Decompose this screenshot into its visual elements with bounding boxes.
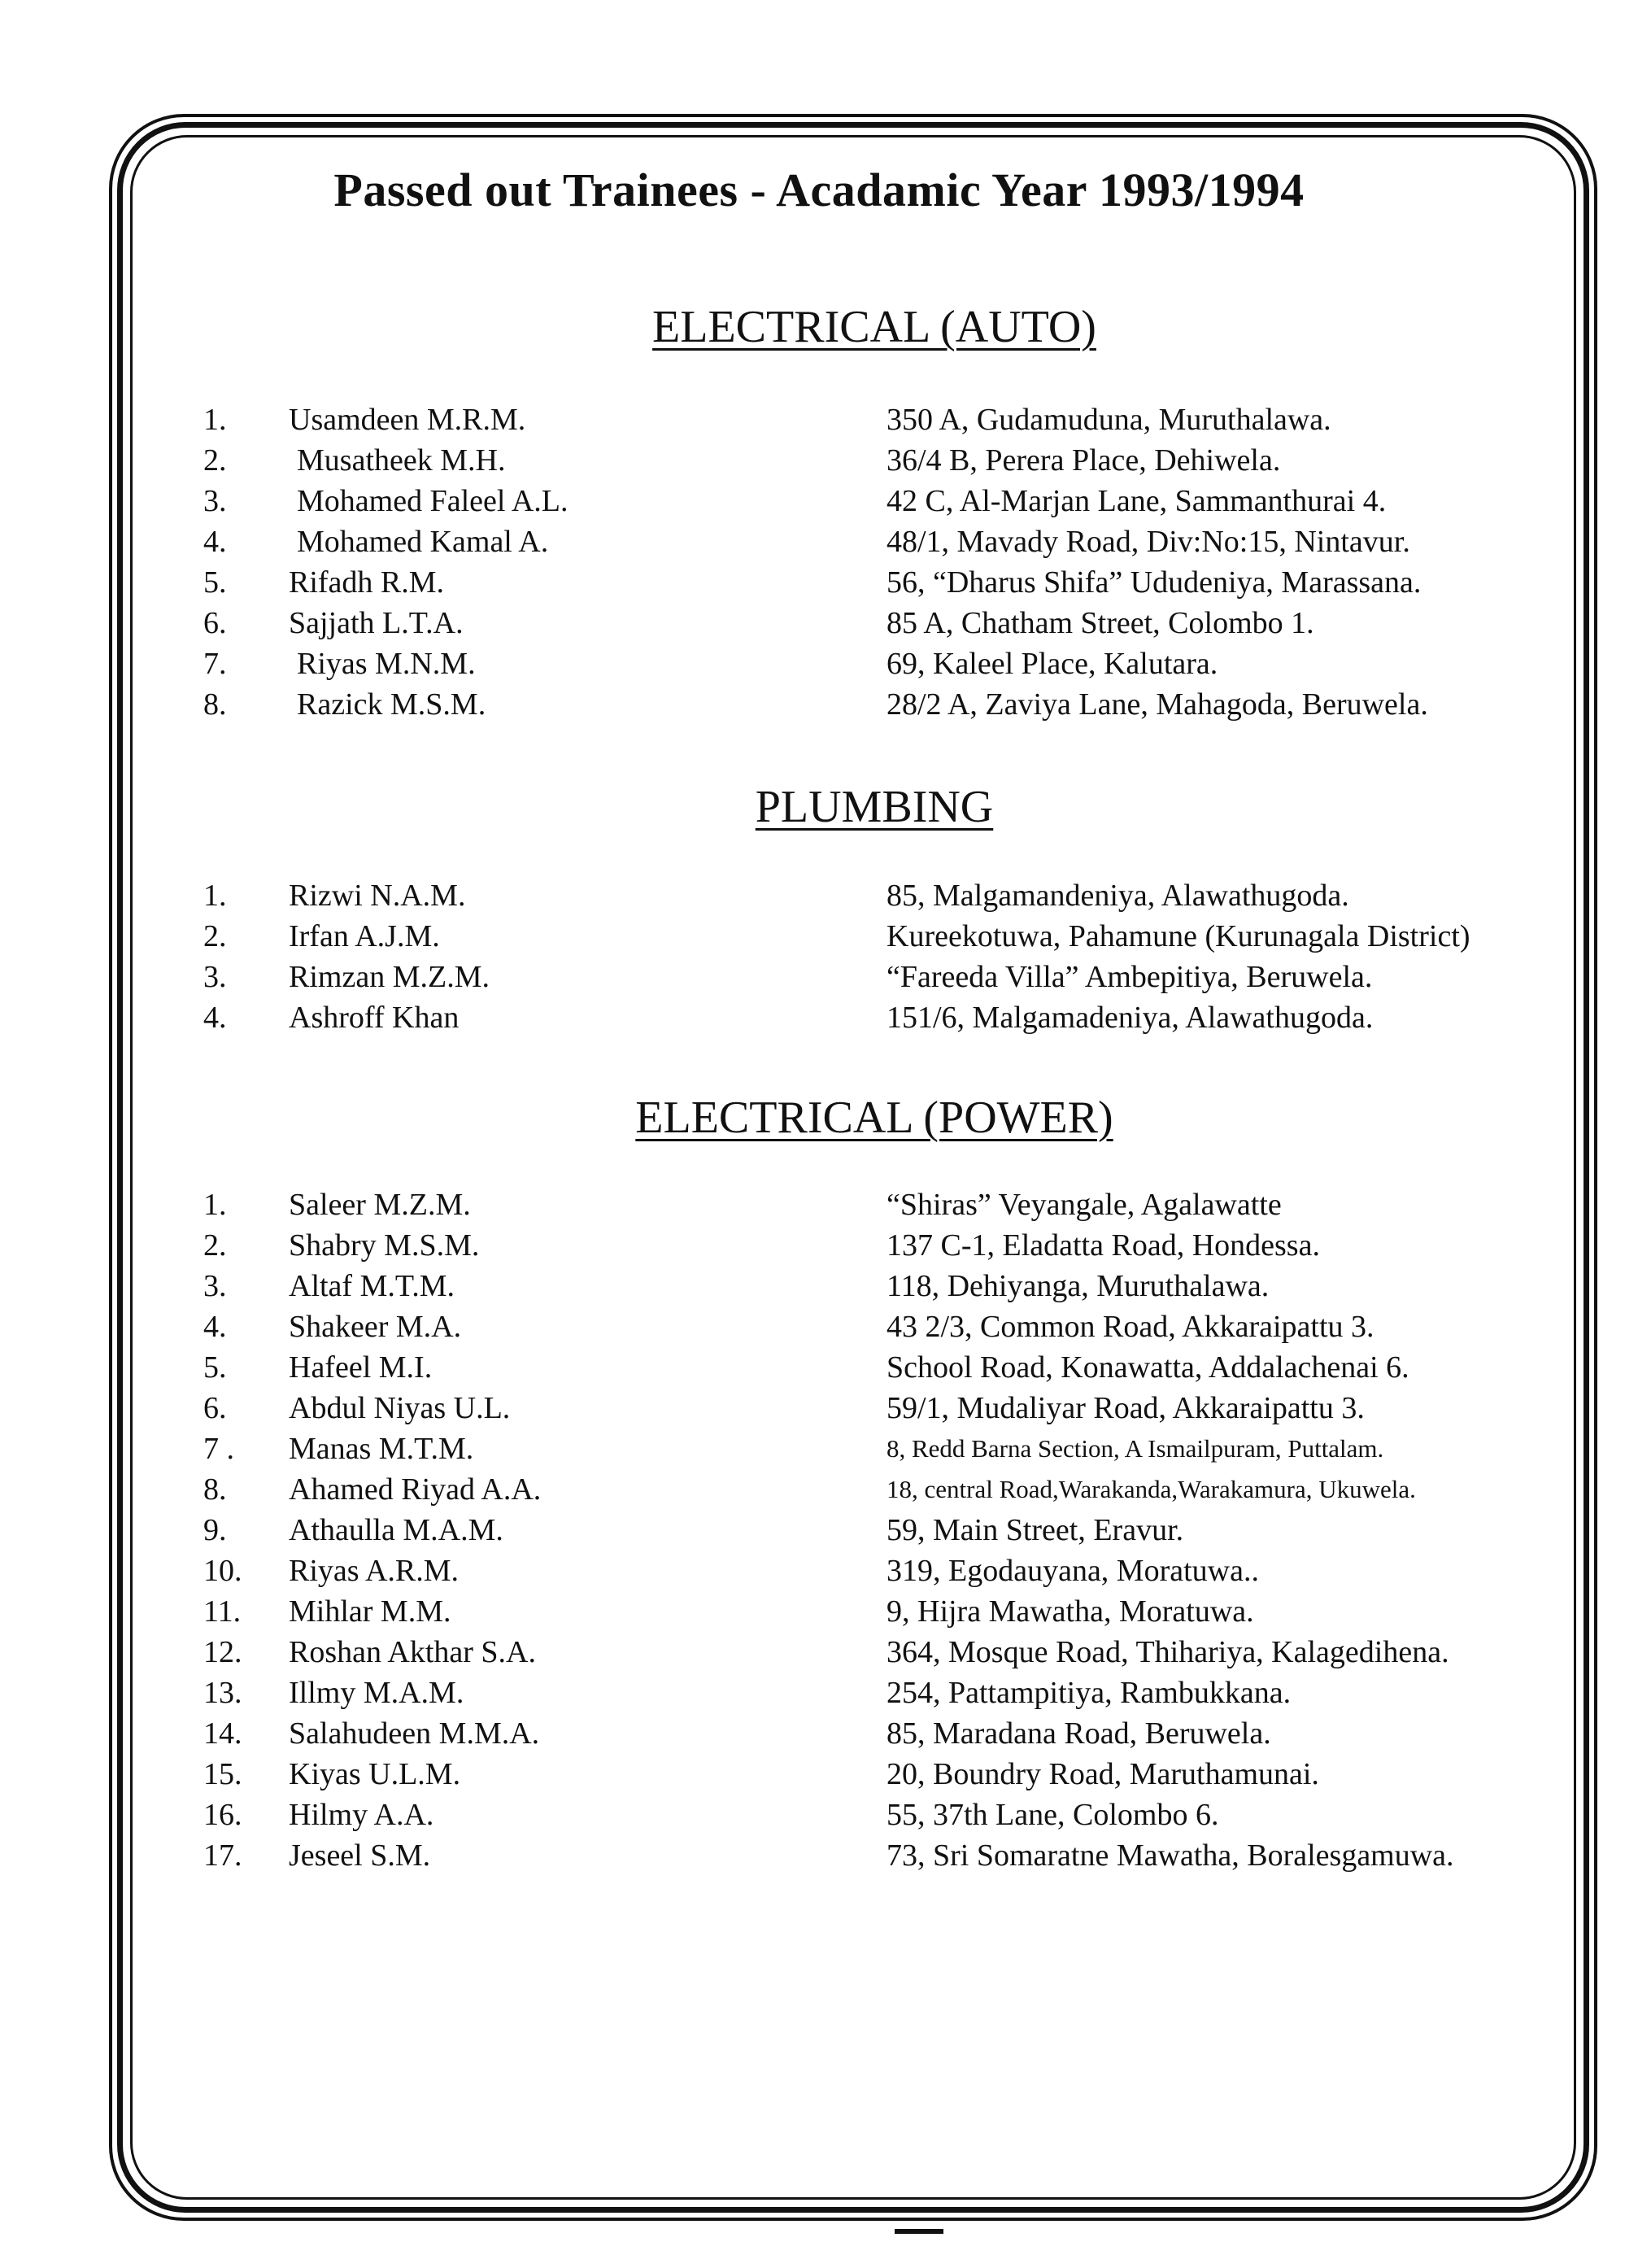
trainee-address: 85, Malgamandeniya, Alawathugoda. — [887, 879, 1349, 913]
trainee-name: Jeseel S.M. — [289, 1838, 431, 1873]
trainee-address: 59, Main Street, Eravur. — [887, 1513, 1184, 1547]
trainee-name: Musatheek M.H. — [297, 443, 506, 478]
trainee-name: Altaf M.T.M. — [289, 1269, 455, 1303]
trainee-row — [0, 1673, 1638, 1713]
trainee-address: 28/2 A, Zaviya Lane, Mahagoda, Beruwela. — [887, 687, 1428, 722]
trainee-name: Mohamed Faleel A.L. — [297, 484, 569, 518]
trainee-number: 3. — [203, 960, 227, 994]
trainee-name: Shakeer M.A. — [289, 1310, 462, 1344]
trainee-row — [0, 875, 1638, 916]
section-heading-electrical-auto: ELECTRICAL (AUTO) — [652, 302, 1096, 352]
trainee-address: 36/4 B, Perera Place, Dehiwela. — [887, 443, 1281, 478]
trainee-name: Rimzan M.Z.M. — [289, 960, 490, 994]
trainee-address: 20, Boundry Road, Maruthamunai. — [887, 1757, 1319, 1791]
trainee-number: 4. — [203, 1001, 227, 1035]
trainee-address: 151/6, Malgamadeniya, Alawathugoda. — [887, 1001, 1374, 1035]
trainee-name: Shabry M.S.M. — [289, 1228, 480, 1263]
trainee-name: Hafeel M.I. — [289, 1350, 433, 1385]
trainee-address: 18, central Road,Warakanda,Warakamura, Ukuwela. — [887, 1475, 1416, 1503]
trainee-row — [0, 1795, 1638, 1835]
trainee-row — [0, 603, 1638, 643]
trainee-number: 4. — [203, 1310, 227, 1344]
trainee-number: 2. — [203, 919, 227, 953]
trainee-address: 85, Maradana Road, Beruwela. — [887, 1716, 1271, 1751]
trainee-number: 12. — [203, 1635, 242, 1669]
trainee-name: Saleer M.Z.M. — [289, 1188, 471, 1222]
trainee-address: 319, Egodauyana, Moratuwa.. — [887, 1554, 1259, 1588]
trainee-address: 56, “Dharus Shifa” Ududeniya, Marassana. — [887, 565, 1422, 600]
trainee-name: Roshan Akthar S.A. — [289, 1635, 536, 1669]
trainee-row — [0, 916, 1638, 957]
trainee-address: 55, 37th Lane, Colombo 6. — [887, 1798, 1219, 1832]
trainee-address: Kureekotuwa, Pahamune (Kurunagala District) — [887, 919, 1470, 953]
trainee-address: 118, Dehiyanga, Muruthalawa. — [887, 1269, 1270, 1303]
trainee-address: 254, Pattampitiya, Rambukkana. — [887, 1676, 1292, 1710]
trainee-address: “Shiras” Veyangale, Agalawatte — [887, 1188, 1282, 1222]
trainee-name: Irfan A.J.M. — [289, 919, 440, 953]
trainee-address: 42 C, Al-Marjan Lane, Sammanthurai 4. — [887, 484, 1387, 518]
trainee-number: 4. — [203, 525, 227, 559]
trainee-name: Rifadh R.M. — [289, 565, 445, 600]
trainee-row — [0, 997, 1638, 1038]
trainee-address: 85 A, Chatham Street, Colombo 1. — [887, 606, 1314, 640]
trainee-number: 14. — [203, 1716, 242, 1751]
trainee-address: 43 2/3, Common Road, Akkaraipattu 3. — [887, 1310, 1374, 1344]
section-heading-electrical-power: ELECTRICAL (POWER) — [635, 1093, 1113, 1143]
trainee-address: 350 A, Gudamuduna, Muruthalawa. — [887, 403, 1331, 437]
trainee-row — [0, 1591, 1638, 1632]
trainee-address: 364, Mosque Road, Thihariya, Kalagedihena. — [887, 1635, 1449, 1669]
trainee-number: 17. — [203, 1838, 242, 1873]
trainee-row — [0, 562, 1638, 603]
trainee-row — [0, 1266, 1638, 1306]
trainee-row — [0, 1754, 1638, 1795]
trainee-number: 5. — [203, 1350, 227, 1385]
trainee-number: 7 . — [203, 1432, 234, 1466]
trainee-row — [0, 440, 1638, 481]
trainee-address: 137 C-1, Eladatta Road, Hondessa. — [887, 1228, 1320, 1263]
trainee-number: 15. — [203, 1757, 242, 1791]
trainee-name: Razick M.S.M. — [297, 687, 486, 722]
trainee-name: Ashroff Khan — [289, 1001, 460, 1035]
trainee-name: Manas M.T.M. — [289, 1432, 474, 1466]
trainee-number: 3. — [203, 484, 227, 518]
trainee-address: 59/1, Mudaliyar Road, Akkaraipattu 3. — [887, 1391, 1365, 1425]
trainee-number: 8. — [203, 1472, 227, 1507]
trainee-name: Usamdeen M.R.M. — [289, 403, 526, 437]
trainee-name: Kiyas U.L.M. — [289, 1757, 461, 1791]
trainee-row — [0, 521, 1638, 562]
trainee-number: 13. — [203, 1676, 242, 1710]
trainee-number: 1. — [203, 1188, 227, 1222]
trainee-number: 11. — [203, 1594, 242, 1629]
trainee-name: Hilmy A.A. — [289, 1798, 434, 1832]
trainee-name: Rizwi N.A.M. — [289, 879, 466, 913]
trainee-row — [0, 684, 1638, 725]
trainee-row — [0, 1225, 1638, 1266]
trainee-name: Illmy M.A.M. — [289, 1676, 464, 1710]
trainee-row — [0, 643, 1638, 684]
trainee-row — [0, 1510, 1638, 1551]
trainee-row — [0, 1388, 1638, 1428]
trainee-row — [0, 1551, 1638, 1591]
trainee-name: Ahamed Riyad A.A. — [289, 1472, 542, 1507]
trainee-number: 9. — [203, 1513, 227, 1547]
trainee-row — [0, 957, 1638, 997]
trainee-row — [0, 1835, 1638, 1876]
section-heading-plumbing: PLUMBING — [755, 782, 994, 832]
trainee-row — [0, 1184, 1638, 1225]
trainee-number: 7. — [203, 647, 227, 681]
trainee-row — [0, 1469, 1638, 1510]
trainee-row — [0, 481, 1638, 521]
trainee-address: 73, Sri Somaratne Mawatha, Boralesgamuwa. — [887, 1838, 1454, 1873]
trainee-number: 5. — [203, 565, 227, 600]
trainee-row — [0, 1428, 1638, 1469]
trainee-number: 1. — [203, 879, 227, 913]
trainee-number: 2. — [203, 443, 227, 478]
trainee-row — [0, 1713, 1638, 1754]
trainee-number: 6. — [203, 606, 227, 640]
bottom-border-mark — [895, 2229, 943, 2234]
trainee-name: Riyas M.N.M. — [297, 647, 476, 681]
trainee-number: 16. — [203, 1798, 242, 1832]
trainee-name: Riyas A.R.M. — [289, 1554, 460, 1588]
trainee-row — [0, 399, 1638, 440]
trainee-number: 2. — [203, 1228, 227, 1263]
trainee-address: 69, Kaleel Place, Kalutara. — [887, 647, 1218, 681]
trainee-address: School Road, Konawatta, Addalachenai 6. — [887, 1350, 1409, 1385]
trainee-number: 8. — [203, 687, 227, 722]
trainee-address: 9, Hijra Mawatha, Moratuwa. — [887, 1594, 1254, 1629]
trainee-name: Athaulla M.A.M. — [289, 1513, 503, 1547]
trainee-number: 3. — [203, 1269, 227, 1303]
trainee-name: Salahudeen M.M.A. — [289, 1716, 540, 1751]
trainee-name: Mohamed Kamal A. — [297, 525, 549, 559]
trainee-address: 48/1, Mavady Road, Div:No:15, Nintavur. — [887, 525, 1410, 559]
trainee-number: 10. — [203, 1554, 242, 1588]
trainee-name: Abdul Niyas U.L. — [289, 1391, 511, 1425]
trainee-row — [0, 1347, 1638, 1388]
trainee-row — [0, 1306, 1638, 1347]
trainee-name: Mihlar M.M. — [289, 1594, 451, 1629]
trainee-row — [0, 1632, 1638, 1673]
trainee-name: Sajjath L.T.A. — [289, 606, 464, 640]
trainee-number: 1. — [203, 403, 227, 437]
page-title: Passed out Trainees - Acadamic Year 1993/1994 — [333, 164, 1305, 216]
trainee-number: 6. — [203, 1391, 227, 1425]
trainee-address: 8, Redd Barna Section, A Ismailpuram, Puttalam. — [887, 1434, 1384, 1463]
trainee-address: “Fareeda Villa” Ambepitiya, Beruwela. — [887, 960, 1373, 994]
